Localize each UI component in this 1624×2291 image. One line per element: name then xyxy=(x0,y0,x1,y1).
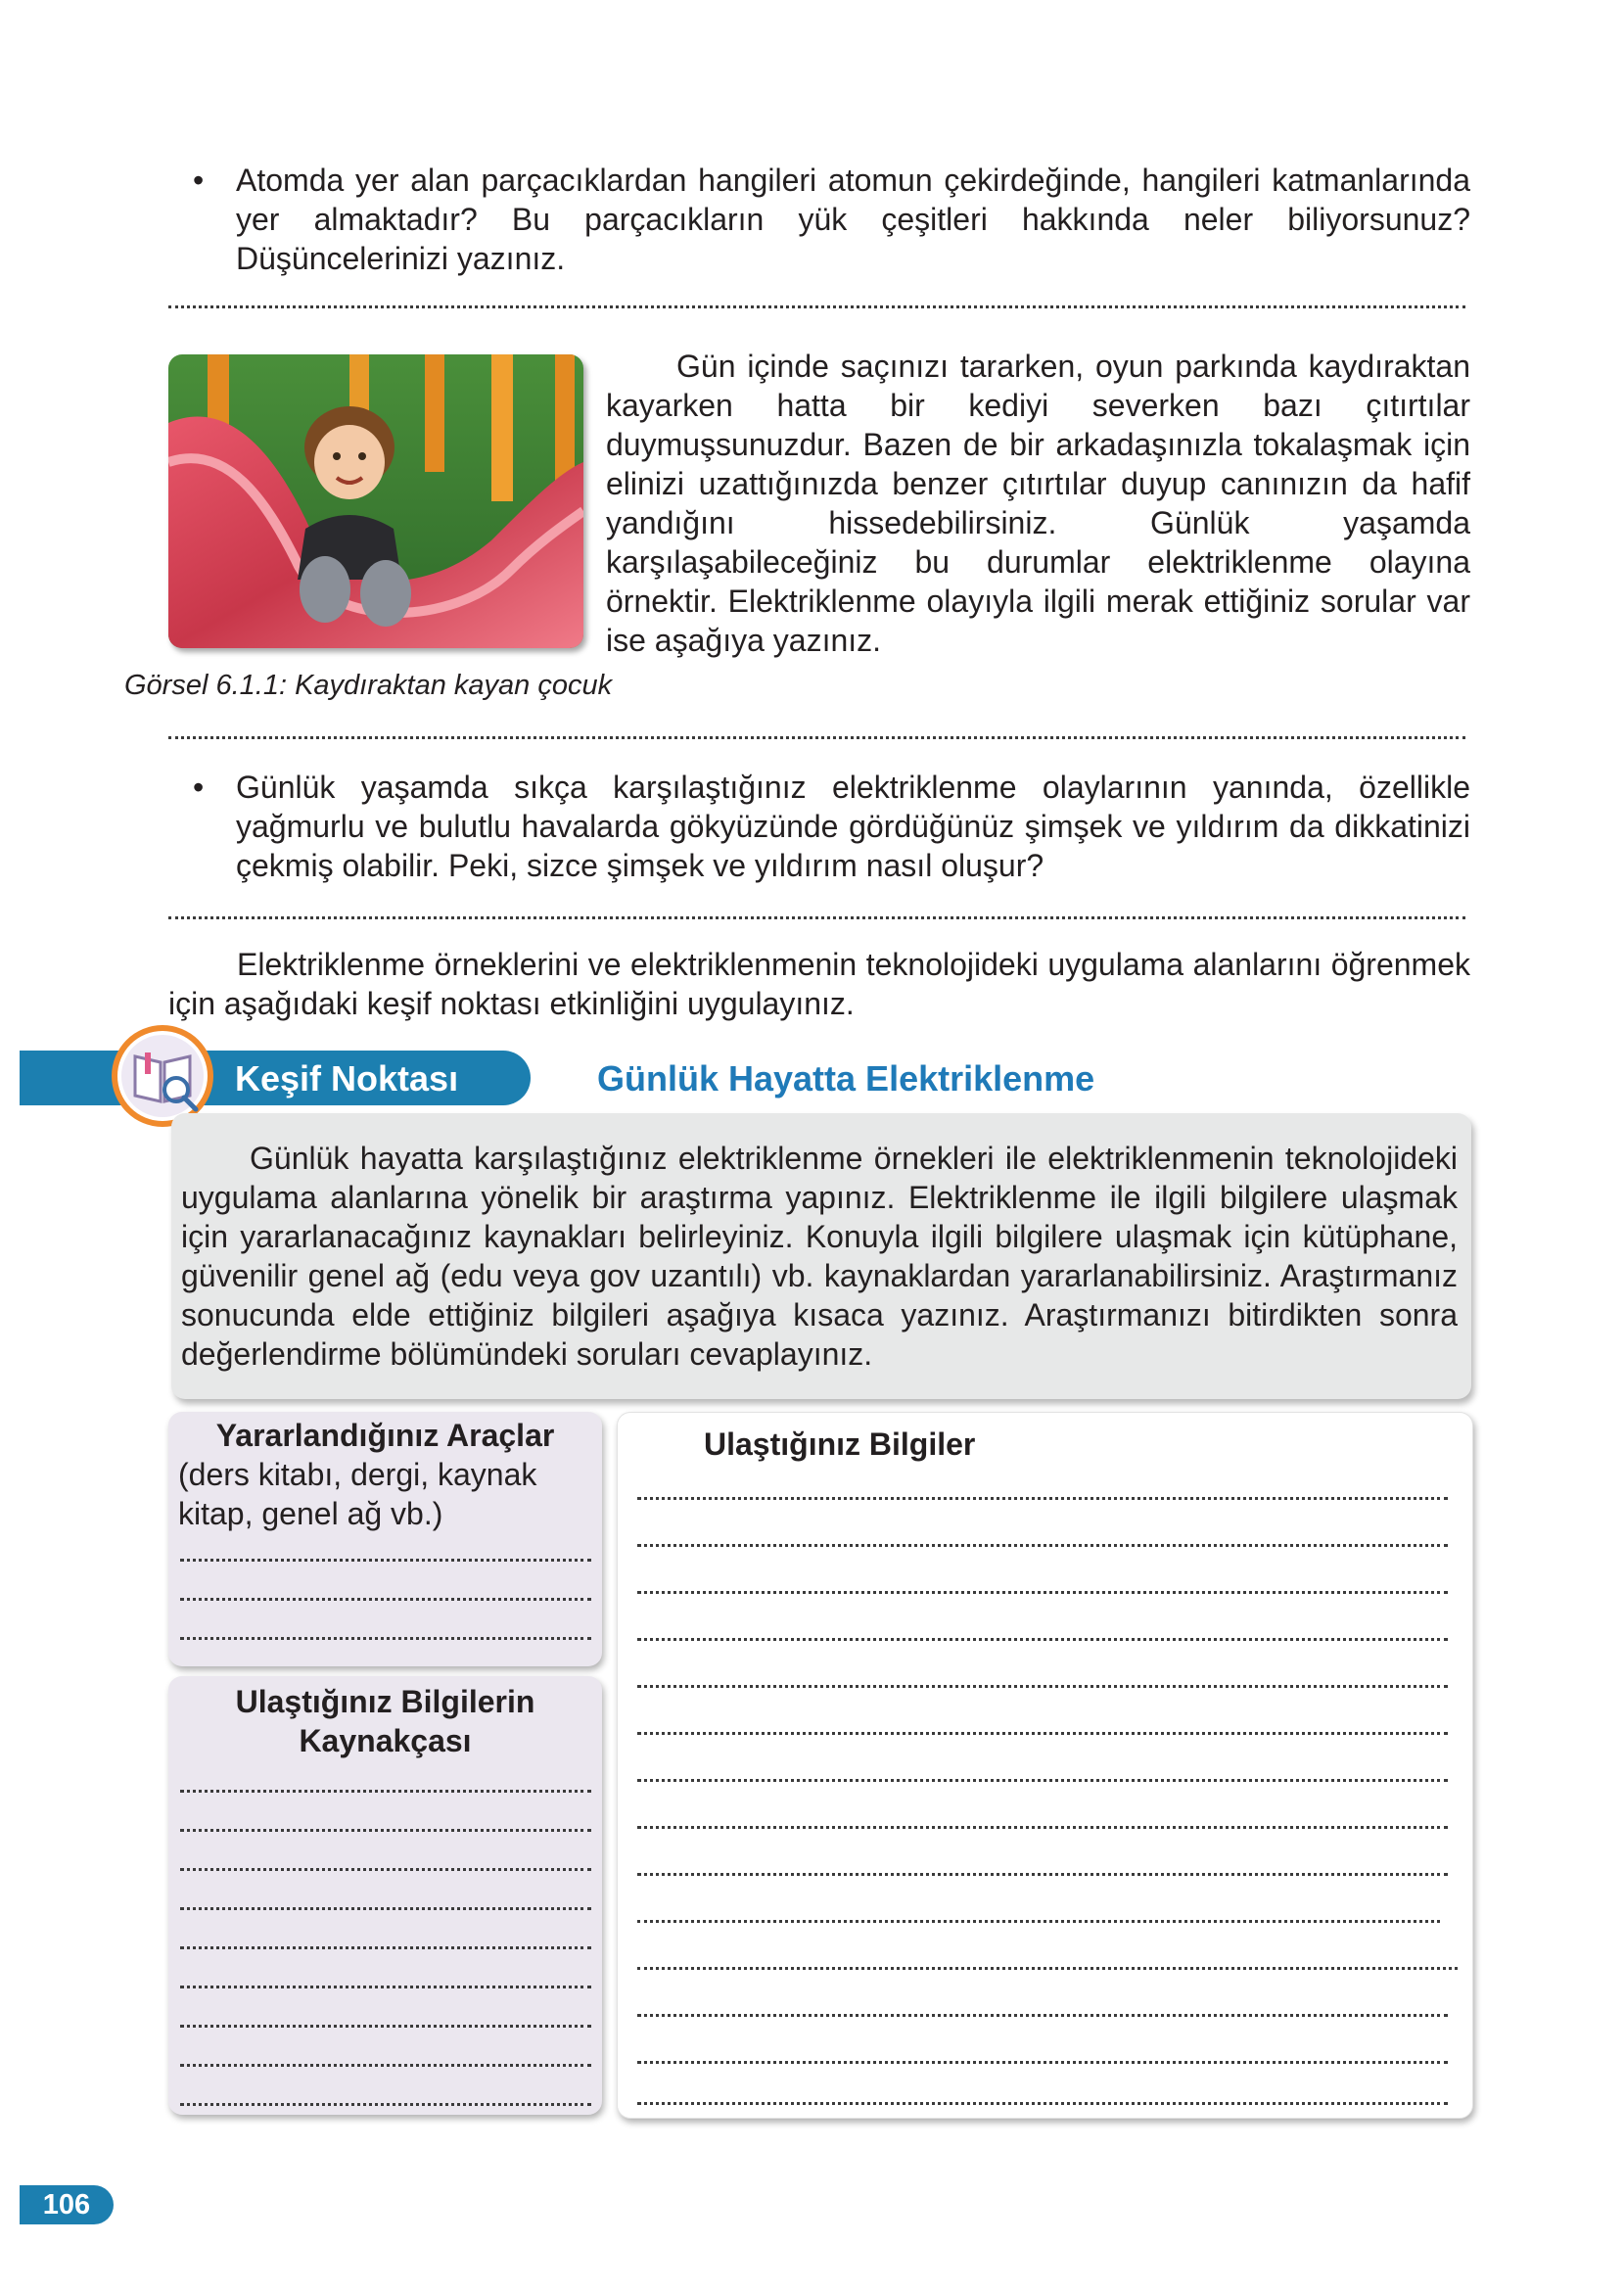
info-line[interactable] xyxy=(637,1873,1448,1876)
intro-paragraph: Gün içinde saçınızı tararken, oyun parkında kaydıraktan kayarken hatta bir kediyi severken bazı çıtırtılar duymuşsunuzdur. Bazen de bir arkadaşınızla tokalaşmak için elinizi uzattığınızda benzer çıtırtılar duyup canınızın da hafif yandığını hissedebilirsiniz. Günlük yaşamda karşılaşabileceğiniz bu durumlar elektriklenme olayına örnektir. Elektriklenme olayıyla ilgili merak ettiğiniz sorular var ise aşağıya yazınız. xyxy=(606,349,1470,658)
sources-line[interactable] xyxy=(180,2025,591,2028)
sources-line[interactable] xyxy=(180,2103,591,2106)
sources-line[interactable] xyxy=(180,1986,591,1988)
info-line[interactable] xyxy=(637,1544,1448,1547)
bullet-question-lightning xyxy=(193,768,1470,885)
figure-caption: Görsel 6.1.1: Kaydıraktan kayan çocuk xyxy=(124,670,613,701)
tools-line[interactable] xyxy=(180,1637,591,1640)
sources-line[interactable] xyxy=(180,2064,591,2067)
sources-line[interactable] xyxy=(180,1790,591,1793)
photo-illustration xyxy=(168,354,583,648)
info-line[interactable] xyxy=(637,2014,1448,2017)
info-line[interactable] xyxy=(637,1732,1448,1735)
sources-line[interactable] xyxy=(180,1907,591,1910)
info-line[interactable] xyxy=(637,1497,1448,1500)
info-line[interactable] xyxy=(637,1826,1448,1829)
tools-line[interactable] xyxy=(180,1598,591,1601)
answer-line[interactable] xyxy=(168,916,1465,919)
info-line[interactable] xyxy=(637,1779,1448,1782)
info-line[interactable] xyxy=(637,1685,1448,1688)
page-number: 106 xyxy=(20,2185,114,2224)
info-box-title: Ulaştığınız Bilgiler xyxy=(704,1426,976,1462)
info-line[interactable] xyxy=(637,1591,1448,1594)
tools-box-title: Yararlandığınız Araçlar xyxy=(215,1418,555,1453)
kesif-label: Keşif Noktası xyxy=(235,1058,459,1099)
activity-text: Günlük hayatta karşılaştığınız elektriklenme örnekleri ile elektriklenmenin teknolojideki uygulama alanlarına yönelik bir araştırma yapınız. Elektriklenme ile ilgili bilgilere ulaşmak için yararlanacağınız kaynakları belirleyiniz. Konuyla ilgili bilgilere ulaşmak için kütüphane, güvenilir genel ağ (edu veya gov uzantılı) vb. kaynaklardan yararlanabilirsiniz. Araştırmanız sonucunda elde ettiğiniz bilgileri aşağıya kısaca yazınız. Araştırmanızı bitirdikten sonra değerlendirme bölümündeki soruları cevaplayınız. xyxy=(181,1141,1458,1372)
info-line[interactable] xyxy=(637,1920,1440,1923)
tools-box-subtitle: (ders kitabı, dergi, kaynak kitap, genel ağ vb.) xyxy=(178,1457,537,1531)
sources-line[interactable] xyxy=(180,1868,591,1871)
bullet-question-atom xyxy=(193,161,1470,278)
info-line[interactable] xyxy=(637,2061,1448,2064)
answer-line[interactable] xyxy=(168,736,1465,739)
info-box xyxy=(617,1412,1473,2119)
lead-paragraph: Elektriklenme örneklerini ve elektriklenmenin teknolojideki uygulama alanlarını öğrenmek için aşağıdaki keşif noktası etkinliğini uygulayınız. xyxy=(168,947,1470,1021)
sources-box-title: Ulaştığınız Bilgilerin Kaynakçası xyxy=(235,1684,535,1758)
section-title: Günlük Hayatta Elektriklenme xyxy=(597,1058,1095,1099)
sources-line[interactable] xyxy=(180,1946,591,1949)
bullet-text: Atomda yer alan parçacıklardan hangileri atomun çekirdeğinde, hangileri katmanlarında yer almaktadır? Bu parçacıkların yük çeşitleri hakkında neler biliyorsunuz? Düşüncelerinizi yazınız. xyxy=(236,163,1470,276)
bullet-dot: • xyxy=(193,770,205,805)
tools-line[interactable] xyxy=(180,1559,591,1562)
bullet-dot: • xyxy=(193,163,205,198)
slide-child-photo xyxy=(168,354,583,648)
sources-line[interactable] xyxy=(180,1829,591,1832)
info-line[interactable] xyxy=(637,2102,1448,2105)
info-line[interactable] xyxy=(637,1638,1448,1641)
sources-box xyxy=(168,1676,602,2115)
info-line[interactable] xyxy=(637,1967,1458,1970)
answer-line[interactable] xyxy=(168,305,1465,308)
bullet-text: Günlük yaşamda sıkça karşılaştığınız elektriklenme olaylarının yanında, özellikle yağmurlu ve bulutlu havalarda gökyüzünde gördüğünüz şimşek ve yıldırım da dikkatinizi çekmiş olabilir. Peki, sizce şimşek ve yıldırım nasıl oluşur? xyxy=(236,770,1470,883)
tools-box xyxy=(168,1412,602,1666)
activity-card xyxy=(171,1113,1471,1399)
